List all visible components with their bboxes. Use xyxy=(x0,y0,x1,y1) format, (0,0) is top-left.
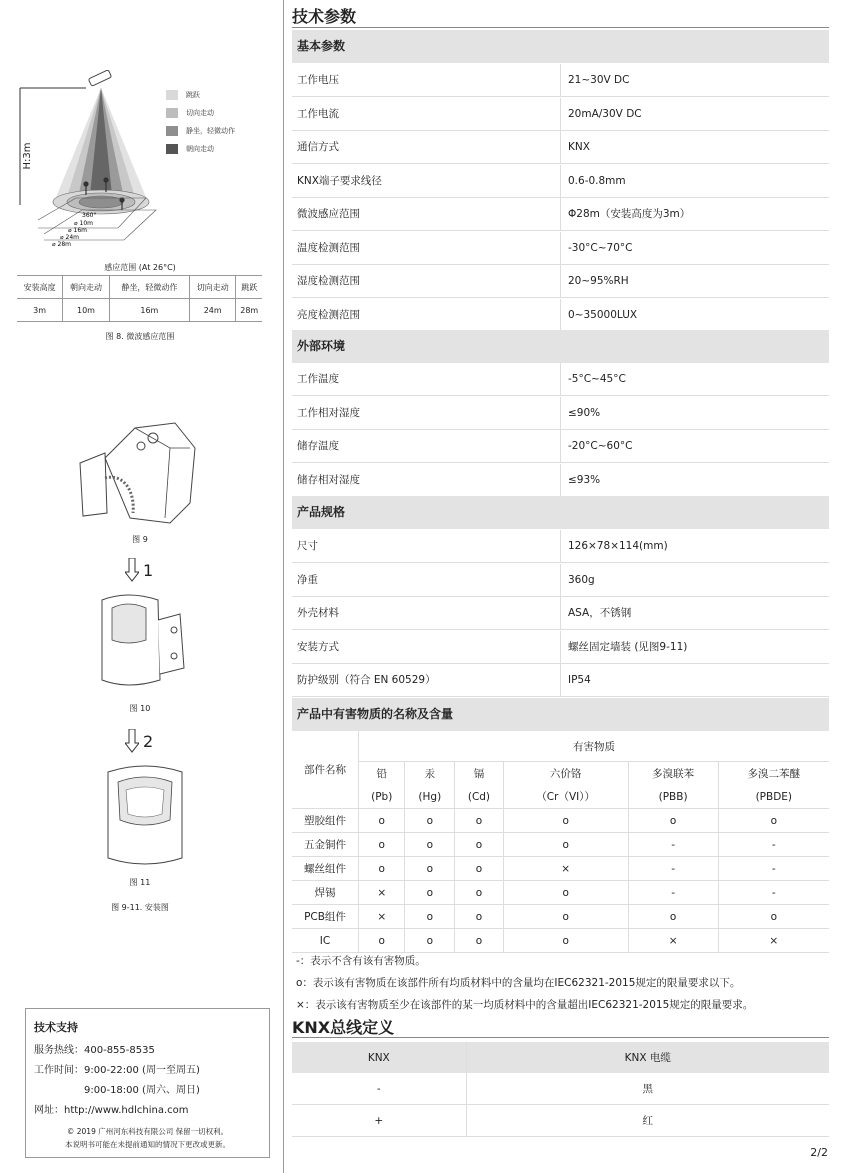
support-title: 技术支持 xyxy=(34,1021,78,1034)
ellipse-label-28m: ⌀ 28m xyxy=(52,241,71,248)
support-hours-weekday: 工作时间：9:00-22:00 (周一至周五) xyxy=(34,1065,200,1076)
hazard-mark: o xyxy=(718,905,829,929)
cell-separator xyxy=(560,631,561,663)
cell-separator xyxy=(560,165,561,197)
range-table xyxy=(17,275,262,322)
cell-separator xyxy=(560,198,561,230)
knx-cable-color: 红 xyxy=(466,1105,829,1137)
fig11-caption: 图 11 xyxy=(129,878,151,887)
detection-cone-illustration xyxy=(16,70,266,250)
legend-item-jump: 跳跃 xyxy=(166,90,200,100)
param-value: KNX xyxy=(568,141,590,153)
param-key: 安装方式 xyxy=(297,640,339,653)
knx-cable-color: 黑 xyxy=(466,1073,829,1105)
knx-terminal: - xyxy=(292,1073,466,1105)
hazard-mark: o xyxy=(455,905,504,929)
part-name: 塑胶组件 xyxy=(292,809,359,833)
param-value: IP54 xyxy=(568,674,591,686)
tech-support-box xyxy=(25,1008,270,1158)
param-value: -20°C~60°C xyxy=(568,440,633,452)
cell-separator xyxy=(560,597,561,629)
hazard-mark: o xyxy=(628,809,718,833)
param-key: 微波感应范围 xyxy=(297,208,360,220)
range-value: 16m xyxy=(109,299,189,322)
param-key: 储存温度 xyxy=(297,440,339,452)
knx-terminal: + xyxy=(292,1105,466,1137)
param-value: 360g xyxy=(568,573,595,586)
hazard-mark: o xyxy=(503,833,628,857)
part-name: 焊锡 xyxy=(292,881,359,905)
sensor-mounted-illustration xyxy=(100,760,190,870)
param-value: 20mA/30V DC xyxy=(568,107,642,120)
section-environment: 外部环境 xyxy=(292,330,829,363)
substance-symbol: (Pb) xyxy=(359,785,405,809)
cell-separator xyxy=(560,397,561,429)
hazard-mark: o xyxy=(405,905,455,929)
range-value: 28m xyxy=(236,299,262,322)
substance-name: 铅 xyxy=(359,762,405,786)
fig8-caption: 图 8. 微波感应范围 xyxy=(105,332,175,341)
hazard-mark: o xyxy=(405,881,455,905)
page-number: 2/2 xyxy=(810,1146,828,1159)
param-row xyxy=(292,131,829,164)
title-rule xyxy=(292,1037,829,1038)
cell-separator xyxy=(560,265,561,297)
hazard-mark: o xyxy=(503,809,628,833)
step-arrow-1: 1 xyxy=(125,558,153,582)
table-row xyxy=(292,881,829,905)
param-value: 0~35000LUX xyxy=(568,308,638,321)
param-value: 20~95%RH xyxy=(568,275,629,287)
hazard-mark: o xyxy=(455,857,504,881)
hazard-mark: o xyxy=(718,809,829,833)
cell-separator xyxy=(560,464,561,496)
param-row xyxy=(292,664,829,697)
table-row xyxy=(292,809,829,833)
cell-separator xyxy=(560,363,561,395)
cell-separator xyxy=(560,299,561,331)
hazard-mark: o xyxy=(455,881,504,905)
param-key: KNX端子要求线径 xyxy=(297,174,382,187)
param-value: 0.6-0.8mm xyxy=(568,174,626,187)
hazard-mark: o xyxy=(359,809,405,833)
install-caption: 图 9-11. 安装图 xyxy=(111,903,169,912)
part-name: PCB组件 xyxy=(292,905,359,929)
ellipse-label-360: 360° xyxy=(82,212,97,219)
hazard-mark: o xyxy=(455,929,504,953)
hazard-mark: × xyxy=(359,881,405,905)
step-arrow-2: 2 xyxy=(125,729,153,753)
range-value: 3m xyxy=(17,299,63,322)
substance-symbol: (PBDE) xyxy=(718,785,829,809)
param-row xyxy=(292,631,829,664)
param-row xyxy=(292,597,829,630)
hazard-mark: × xyxy=(718,929,829,953)
legend-item-sitting: 静坐，轻微动作 xyxy=(166,126,235,136)
knx-bus-title: KNX总线定义 xyxy=(292,1018,395,1037)
hazard-group-header: 有害物质 xyxy=(359,731,830,762)
copyright-text: © 2019 广州河东科技有限公司 保留一切权利。 xyxy=(66,1127,229,1136)
bracket-illustration xyxy=(75,418,200,528)
param-row xyxy=(292,430,829,463)
hazard-table xyxy=(292,731,829,953)
notice-text: 本说明书可能在未提前通知的情况下更改或更新。 xyxy=(65,1140,230,1149)
hazard-mark: - xyxy=(628,833,718,857)
hazard-mark: × xyxy=(503,857,628,881)
param-key: 防护级别（符合 EN 60529） xyxy=(297,674,436,686)
hazard-note-x: ×：表示该有害物质至少在该部件的某一均质材料中的含量超出IEC62321-2015规定的限量要求。 xyxy=(296,999,754,1011)
cell-separator xyxy=(560,430,561,462)
param-key: 温度检测范围 xyxy=(297,241,360,254)
legend-item-toward: 朝向走动 xyxy=(166,144,214,154)
hazard-mark: o xyxy=(359,857,405,881)
param-row xyxy=(292,530,829,563)
table-row xyxy=(292,857,829,881)
range-caption: 感应范围 (At 26°C) xyxy=(104,263,176,272)
hazard-mark: - xyxy=(628,881,718,905)
range-header: 安装高度 xyxy=(17,276,63,299)
cell-separator xyxy=(560,64,561,96)
param-key: 工作温度 xyxy=(297,373,339,385)
microwave-range-diagram xyxy=(16,70,266,250)
section-basic: 基本参数 xyxy=(292,30,829,63)
param-key: 工作电流 xyxy=(297,107,339,120)
table-row xyxy=(292,929,829,953)
hazard-mark: o xyxy=(503,929,628,953)
param-key: 亮度检测范围 xyxy=(297,308,360,321)
hazard-mark: o xyxy=(455,809,504,833)
knx-bus-table xyxy=(292,1042,829,1137)
substance-name: 多溴联苯 xyxy=(628,762,718,786)
hazard-mark: × xyxy=(628,929,718,953)
param-key: 工作相对湿度 xyxy=(297,406,360,419)
support-hours-weekend: 9:00-18:00 (周六、周日) xyxy=(84,1085,200,1096)
table-row xyxy=(292,833,829,857)
param-value: 21~30V DC xyxy=(568,74,630,86)
knx-cable-header: KNX 电缆 xyxy=(466,1042,829,1073)
param-key: 通信方式 xyxy=(297,141,339,153)
cell-separator xyxy=(560,530,561,562)
substance-symbol: (Cd) xyxy=(455,785,504,809)
hazard-note-dash: -：表示不含有该有害物质。 xyxy=(296,955,426,967)
param-value: -5°C~45°C xyxy=(568,373,626,385)
cell-separator xyxy=(560,664,561,696)
param-row xyxy=(292,165,829,198)
hazard-mark: - xyxy=(718,881,829,905)
param-row xyxy=(292,363,829,396)
height-label: H:3m xyxy=(22,142,33,170)
section-hazard: 产品中有害物质的名称及含量 xyxy=(292,698,829,731)
param-row xyxy=(292,232,829,265)
hazard-mark: o xyxy=(628,905,718,929)
sensor-with-bracket-illustration xyxy=(88,590,198,690)
param-row xyxy=(292,564,829,597)
part-name: 五金铜件 xyxy=(292,833,359,857)
fig10-caption: 图 10 xyxy=(129,704,151,713)
ellipse-label-10m: ⌀ 10m xyxy=(74,220,93,227)
param-row xyxy=(292,265,829,298)
fig9-caption: 图 9 xyxy=(132,535,148,544)
hazard-mark: o xyxy=(503,881,628,905)
hazard-mark: o xyxy=(405,809,455,833)
substance-symbol: (Hg) xyxy=(405,785,455,809)
param-key: 工作电压 xyxy=(297,74,339,86)
hazard-mark: o xyxy=(405,857,455,881)
legend-item-tangential: 切向走动 xyxy=(166,108,214,118)
support-hotline: 服务热线：400-855-8535 xyxy=(34,1045,155,1056)
substance-symbol: (PBB) xyxy=(628,785,718,809)
knx-header: KNX xyxy=(292,1042,466,1073)
param-row xyxy=(292,198,829,231)
range-header: 朝向走动 xyxy=(63,276,109,299)
part-name: IC xyxy=(292,929,359,953)
param-key: 净重 xyxy=(297,573,318,586)
cell-separator xyxy=(560,98,561,130)
param-key: 湿度检测范围 xyxy=(297,275,360,287)
hazard-mark: × xyxy=(359,905,405,929)
param-value: 126×78×114(mm) xyxy=(568,540,668,552)
substance-symbol: （Cr（VI）） xyxy=(503,785,628,809)
cell-separator xyxy=(560,564,561,596)
support-website[interactable]: 网址：http://www.hdlchina.com xyxy=(34,1105,189,1116)
range-header: 切向走动 xyxy=(189,276,235,299)
hazard-mark: o xyxy=(503,905,628,929)
hazard-mark: o xyxy=(359,833,405,857)
hazard-mark: o xyxy=(455,833,504,857)
param-key: 储存相对湿度 xyxy=(297,473,360,486)
hazard-note-o: o：表示该有害物质在该部件所有均质材料中的含量均在IEC62321-2015规定的限量要求以下。 xyxy=(296,977,741,989)
param-key: 外壳材料 xyxy=(297,607,339,619)
range-value: 10m xyxy=(63,299,109,322)
hazard-mark: o xyxy=(405,929,455,953)
param-value: ≤90% xyxy=(568,406,601,419)
hazard-mark: - xyxy=(628,857,718,881)
param-row xyxy=(292,64,829,97)
cell-separator xyxy=(560,131,561,163)
ellipse-label-16m: ⌀ 16m xyxy=(68,227,87,234)
param-row xyxy=(292,397,829,430)
param-value: ≤93% xyxy=(568,473,601,486)
hazard-mark: o xyxy=(405,833,455,857)
substance-name: 六价铬 xyxy=(503,762,628,786)
substance-name: 多溴二苯醚 xyxy=(718,762,829,786)
param-value: ASA，不锈钢 xyxy=(568,607,632,619)
hazard-mark: o xyxy=(359,929,405,953)
param-row xyxy=(292,464,829,497)
cell-separator xyxy=(560,232,561,264)
table-row xyxy=(292,905,829,929)
part-name: 螺丝组件 xyxy=(292,857,359,881)
substance-name: 镉 xyxy=(455,762,504,786)
param-row xyxy=(292,98,829,131)
substance-name: 汞 xyxy=(405,762,455,786)
title-rule xyxy=(292,27,829,28)
hazard-mark: - xyxy=(718,857,829,881)
param-row xyxy=(292,299,829,332)
range-header: 静坐，轻微动作 xyxy=(109,276,189,299)
column-divider xyxy=(283,0,284,1173)
range-value: 24m xyxy=(189,299,235,322)
param-value: 螺丝固定墙装 (见图9-11) xyxy=(568,640,688,653)
hazard-mark: - xyxy=(718,833,829,857)
down-arrow-icon xyxy=(125,558,139,582)
section-spec: 产品规格 xyxy=(292,496,829,529)
range-header: 跳跃 xyxy=(236,276,262,299)
down-arrow-icon xyxy=(125,729,139,753)
param-key: 尺寸 xyxy=(297,540,318,552)
ellipse-label-24m: ⌀ 24m xyxy=(60,234,79,241)
param-value: -30°C~70°C xyxy=(568,241,633,254)
tech-params-title: 技术参数 xyxy=(292,7,357,26)
param-value: Φ28m（安装高度为3m） xyxy=(568,208,691,220)
hazard-part-header: 部件名称 xyxy=(292,731,359,809)
